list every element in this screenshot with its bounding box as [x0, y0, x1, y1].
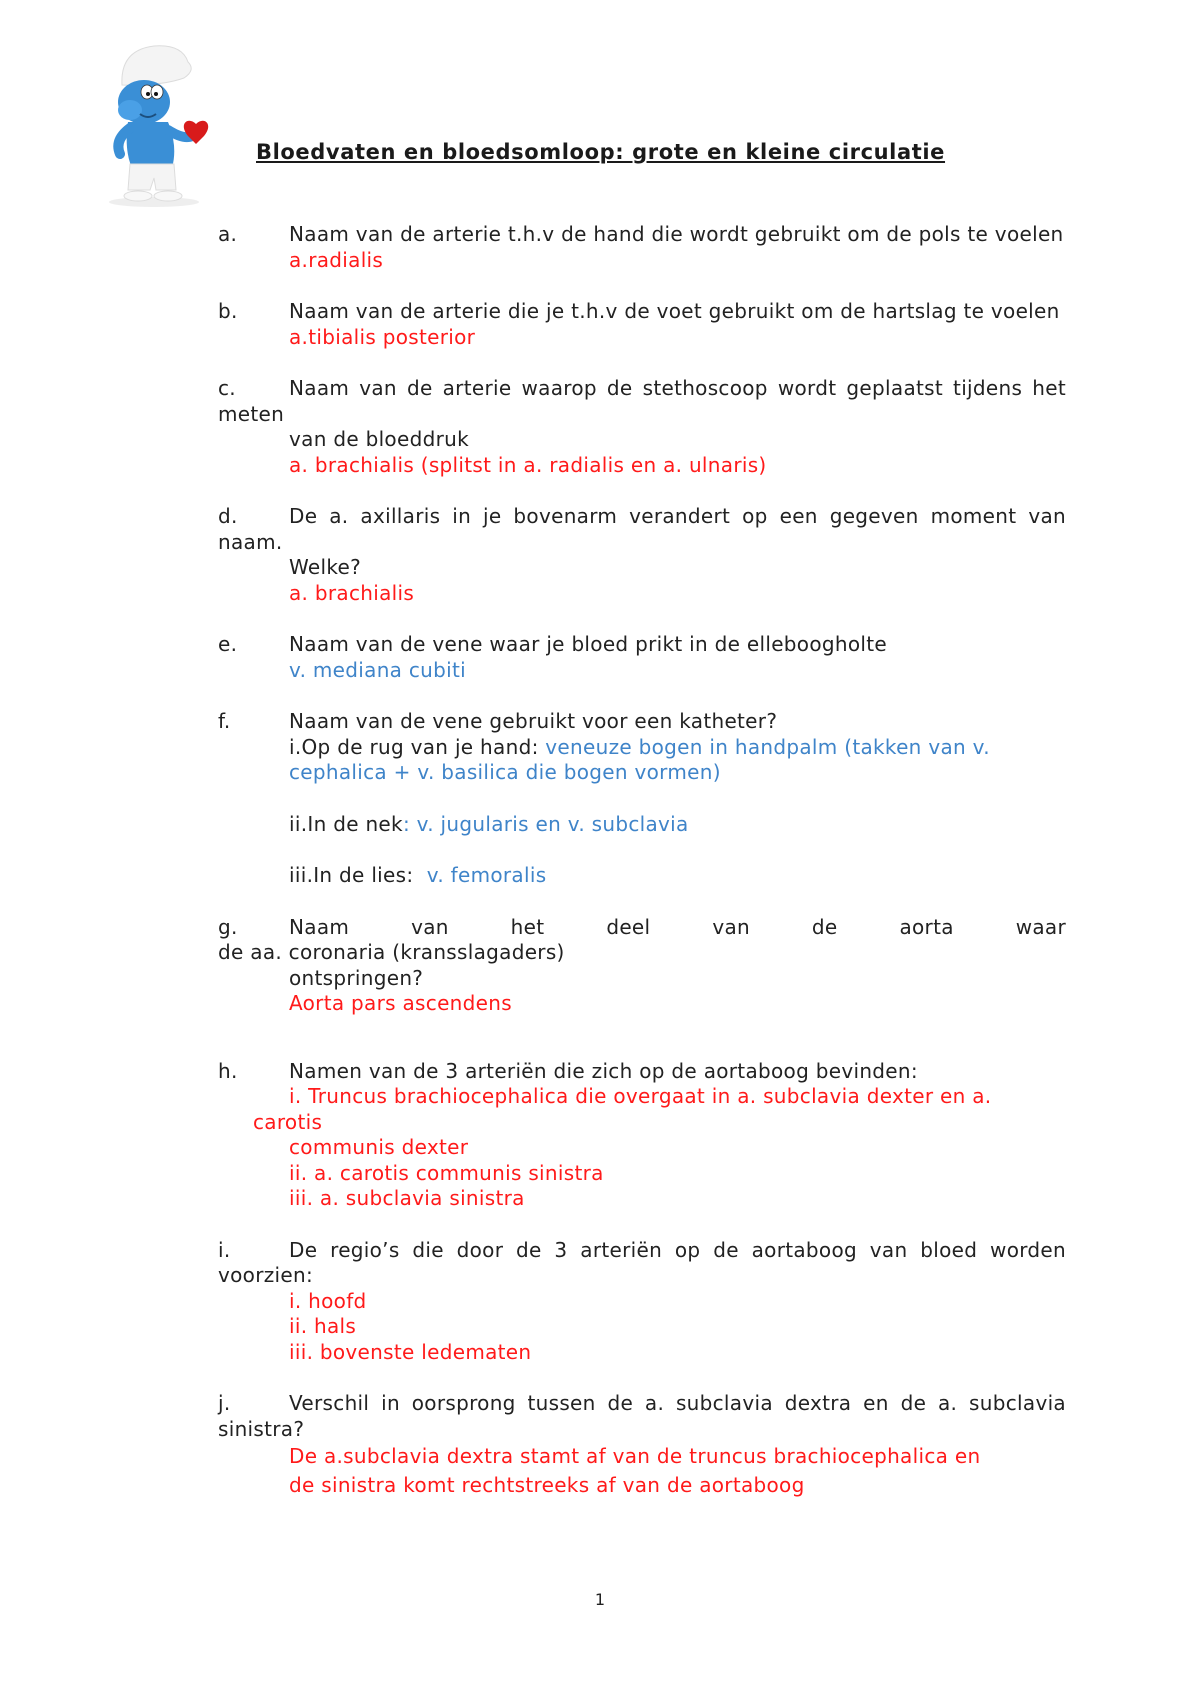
sub-question-hand	[218, 735, 1066, 786]
sub-question-neck	[218, 812, 1066, 838]
question-letter: e.	[218, 632, 238, 656]
question-letter: j.	[218, 1391, 231, 1415]
question-text-line2: de aa. coronaria (kransslagaders)	[218, 940, 565, 964]
question-text: Verschil in oorsprong tussen de a. subclavia dextra en de a. subclavia sinistra?	[218, 1391, 1066, 1441]
question-text-continued: Welke?	[289, 555, 362, 579]
answer-item-1: i. Truncus brachiocephalica die overgaat in a. subclavia dexter en a.	[289, 1084, 992, 1108]
question-j	[218, 1391, 1066, 1500]
question-f	[218, 709, 1066, 889]
answer-item-1: i. hoofd	[289, 1288, 367, 1313]
answer-text: a.radialis	[289, 247, 384, 272]
question-text: Naam van de arterie die je t.h.v de voet gebruikt om de hartslag te voelen	[289, 299, 1060, 323]
question-text-continued: ontspringen?	[289, 965, 424, 990]
question-c	[218, 376, 1066, 478]
sub-question-label: iii.In de lies:	[289, 863, 414, 887]
question-letter: a.	[218, 222, 238, 246]
answer-text: a. brachialis (splitst in a. radialis en a. ulnaris)	[289, 452, 767, 477]
answer-text: v. femoralis	[426, 863, 547, 887]
question-text: Naam van de vene waar je bloed prikt in de elleboogholte	[289, 632, 887, 656]
sub-question-groin	[218, 863, 1066, 889]
question-text: De a. axillaris in je bovenarm verandert op een gegeven moment van naam.	[218, 504, 1066, 554]
answer-item-3: iii. bovenste ledematen	[289, 1339, 532, 1364]
question-text: Namen van de 3 arteriën die zich op de aortaboog bevinden:	[289, 1058, 918, 1083]
answer-text: Aorta pars ascendens	[289, 991, 512, 1015]
question-letter: c.	[218, 376, 236, 400]
question-text: Naam van de vene gebruikt voor een katheter?	[289, 709, 778, 733]
page-title: Bloedvaten en bloedsomloop: grote en kleine circulatie	[256, 140, 946, 164]
answer-item-2: ii. hals	[289, 1314, 357, 1338]
answer-text: a. brachialis	[289, 580, 415, 605]
question-letter: f.	[218, 709, 231, 733]
question-text: Naam van de arterie t.h.v de hand die wordt gebruikt om de pols te voelen	[289, 222, 1064, 246]
question-i	[218, 1238, 1066, 1366]
sub-question-label: ii.In de nek	[289, 811, 403, 836]
question-text: Naam van het deel van de aorta waar	[289, 914, 1066, 939]
question-text: Naam van de arterie waarop de stethoscoop wordt geplaatst tijdens het meten	[218, 376, 1066, 426]
answer-line-2: de sinistra komt rechtstreeks af van de aortaboog	[289, 1473, 805, 1497]
answer-text: : v. jugularis en v. subclavia	[402, 811, 689, 836]
question-h	[218, 1059, 1066, 1212]
question-text-continued: van de bloeddruk	[289, 427, 469, 451]
answer-text: v. mediana cubiti	[289, 657, 467, 682]
answer-item-2: ii. a. carotis communis sinistra	[289, 1160, 604, 1185]
answer-item-1-end: communis dexter	[289, 1135, 469, 1159]
answer-item-3: iii. a. subclavia sinistra	[289, 1186, 525, 1210]
answer-text: veneuze bogen in handpalm (takken van v. cephalica + v. basilica die bogen vormen)	[289, 734, 990, 784]
question-letter: i.	[218, 1237, 231, 1262]
question-text: De regio’s die door de 3 arteriën op de aortaboog van bloed worden voorzien:	[218, 1237, 1066, 1287]
question-letter: h.	[218, 1058, 238, 1083]
question-g	[218, 915, 1066, 1017]
answer-line-1: De a.subclavia dextra stamt af van de truncus brachiocephalica en	[289, 1444, 981, 1468]
answer-item-1-continued: carotis	[253, 1109, 323, 1134]
answer-text: a.tibialis posterior	[289, 324, 476, 349]
question-letter: b.	[218, 299, 238, 323]
question-letter: d.	[218, 504, 238, 528]
question-e	[218, 632, 1066, 683]
page-number: 1	[594, 1590, 606, 1609]
question-letter: g.	[218, 914, 238, 939]
question-list	[218, 222, 1066, 1526]
question-d	[218, 504, 1066, 606]
sub-question-label: i.Op de rug van je hand:	[289, 734, 539, 759]
question-b	[218, 299, 1066, 350]
question-a	[218, 222, 1066, 273]
smurf-illustration	[92, 40, 222, 210]
